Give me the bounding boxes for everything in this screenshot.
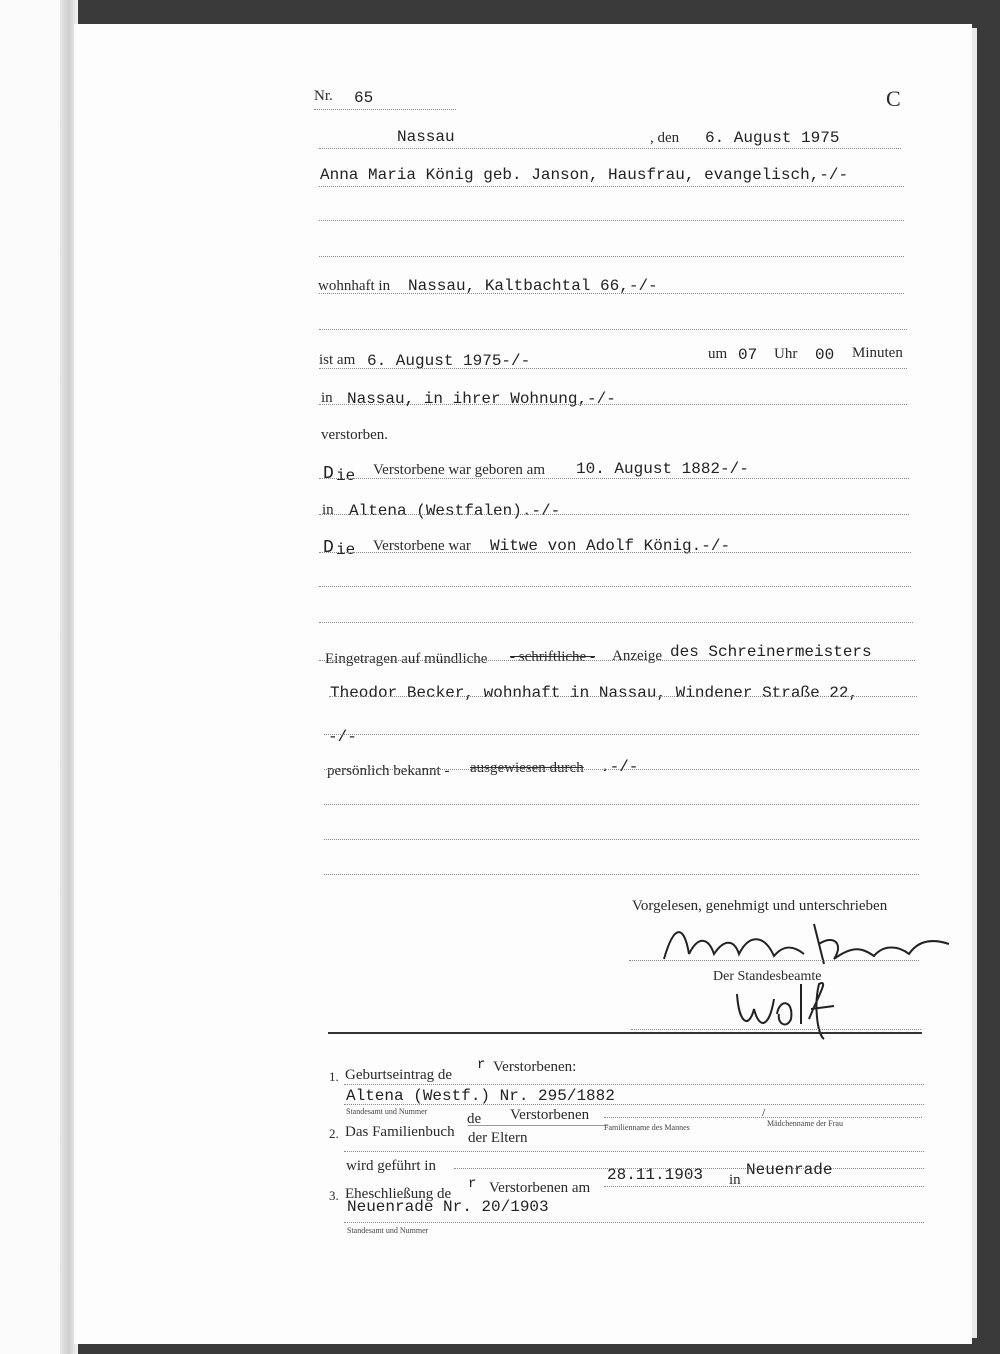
death-date-label: ist am: [319, 352, 356, 368]
item2-label: Das Familienbuch: [345, 1124, 455, 1140]
item1-label: Geburtseintrag de: [345, 1067, 453, 1083]
birth-place-label: in: [322, 502, 334, 518]
registration-label: Eingetragen auf mündliche: [325, 651, 488, 667]
death-date-value: 6. August 1975-/-: [367, 352, 531, 370]
item1-label-2: Verstorbenen:: [493, 1059, 577, 1075]
place-date-rule: [319, 148, 901, 149]
informant-line-3: -/-: [328, 728, 357, 746]
time-minutes-label: Minuten: [852, 345, 903, 361]
item1-rule-top: [344, 1084, 924, 1085]
birth-place-rule: [319, 514, 909, 515]
status-rule: [319, 552, 911, 553]
status-prefix: D: [323, 538, 334, 558]
registration-date: 6. August 1975: [705, 129, 840, 147]
death-place-value: Nassau, in ihrer Wohnung,-/-: [347, 390, 616, 408]
nr-value: 65: [354, 89, 374, 107]
informant-line-2: Theodor Becker, wohnhaft in Nassau, Windener Straße 22,: [330, 684, 859, 702]
registration-place: Nassau: [397, 128, 455, 146]
birth-place-value: Altena (Westfalen).-/-: [349, 502, 561, 520]
name-rule: [319, 186, 904, 187]
item1-caption: Standesamt und Nummer: [346, 1107, 428, 1116]
item3-value-rule: [344, 1222, 924, 1223]
item3-number: 3.: [329, 1188, 339, 1203]
time-um-label: um: [708, 346, 728, 362]
registrar-signature-rule: [631, 1029, 921, 1030]
registration-label-end: Anzeige: [612, 648, 662, 664]
blank-rule-7: [324, 839, 919, 840]
time-minutes: 00: [815, 346, 835, 364]
informant-signature: [654, 904, 954, 974]
known-label: persönlich bekannt -: [327, 763, 450, 779]
item1-number: 1.: [329, 1069, 339, 1084]
footer-divider: [328, 1032, 922, 1034]
item2-label-2: wird geführt in: [346, 1158, 436, 1174]
birth-date: 10. August 1882-/-: [576, 460, 749, 478]
blank-rule-1: [319, 220, 904, 221]
status-value: Witwe von Adolf König.-/-: [490, 537, 731, 555]
item2-caption-separator: /: [762, 1105, 766, 1119]
date-label: , den: [650, 130, 680, 146]
item3-rule: [604, 1186, 924, 1187]
item3-in-label: in: [729, 1172, 741, 1188]
item2-number: 2.: [329, 1126, 339, 1141]
marriage-date: 28.11.1903: [607, 1166, 704, 1184]
birth-date-rule: [319, 478, 909, 479]
item3-label-2: Verstorbenen am: [489, 1180, 591, 1196]
nr-rule: [314, 109, 456, 110]
item2-caption-husband: Familienname des Mannes: [604, 1123, 690, 1132]
time-hour: 07: [738, 346, 758, 364]
blank-rule-3: [319, 329, 907, 330]
registrar-label: Der Standesbeamte: [713, 969, 822, 984]
death-place-label: in: [321, 390, 333, 406]
nr-label: Nr.: [314, 88, 333, 104]
item1-superscript: r: [477, 1057, 486, 1073]
informant-line-1: des Schreinermeisters: [670, 643, 872, 661]
marriage-register-entry: Neuenrade Nr. 20/1903: [347, 1198, 549, 1216]
birth-prefix-suffix: ie: [336, 467, 356, 485]
blank-rule-2: [319, 256, 904, 257]
blank-rule-8: [324, 874, 919, 875]
item3-caption: Standesamt und Nummer: [347, 1226, 429, 1235]
marriage-place: Neuenrade: [746, 1161, 833, 1179]
known-value: .-/-: [600, 758, 639, 776]
registration-struck: - schriftliche -: [510, 649, 595, 665]
item2-rule-upper: [344, 1151, 924, 1152]
item2-caption-maiden: Mädchenname der Frau: [767, 1119, 843, 1128]
item2-option-divider: [468, 1125, 608, 1126]
died-label: verstorben.: [321, 427, 389, 443]
item3-label: Eheschließung de: [345, 1186, 452, 1202]
register-page: [74, 24, 972, 1344]
status-label: Verstorbene war: [373, 538, 471, 554]
birth-register-entry: Altena (Westf.) Nr. 295/1882: [346, 1087, 615, 1105]
deceased-name-line: Anna Maria König geb. Janson, Hausfrau, evangelisch,-/-: [320, 166, 849, 184]
blank-rule-6: [324, 804, 919, 805]
known-rule: [324, 769, 919, 770]
known-struck: ausgewiesen durch: [470, 760, 584, 776]
birth-label: Verstorbene war geboren am: [373, 462, 546, 478]
item2-option-parents: der Eltern: [468, 1130, 528, 1146]
birth-prefix: D: [323, 464, 334, 484]
item2-option-deceased: Verstorbenen: [510, 1107, 590, 1123]
read-approved-label: Vorgelesen, genehmigt und unterschrieben: [632, 898, 888, 914]
item2-de: de: [467, 1111, 482, 1127]
informant-rule-2: [329, 696, 917, 697]
item1-rule: [344, 1104, 924, 1105]
death-place-rule: [319, 404, 907, 405]
time-uhr-label: Uhr: [774, 346, 798, 362]
blank-rule-4: [319, 586, 911, 587]
residence-value: Nassau, Kaltbachtal 66,-/-: [408, 277, 658, 295]
status-prefix-suffix: ie: [336, 541, 356, 559]
item3-superscript: r: [468, 1176, 477, 1192]
residence-rule: [319, 293, 904, 294]
informant-rule-3: [324, 734, 919, 735]
informant-signature-rule: [629, 960, 919, 961]
residence-label: wohnhaft in: [318, 278, 391, 294]
registration-rule: [319, 660, 915, 661]
blank-rule-5: [319, 622, 913, 623]
death-date-rule: [319, 368, 907, 369]
corner-letter: C: [886, 86, 901, 111]
